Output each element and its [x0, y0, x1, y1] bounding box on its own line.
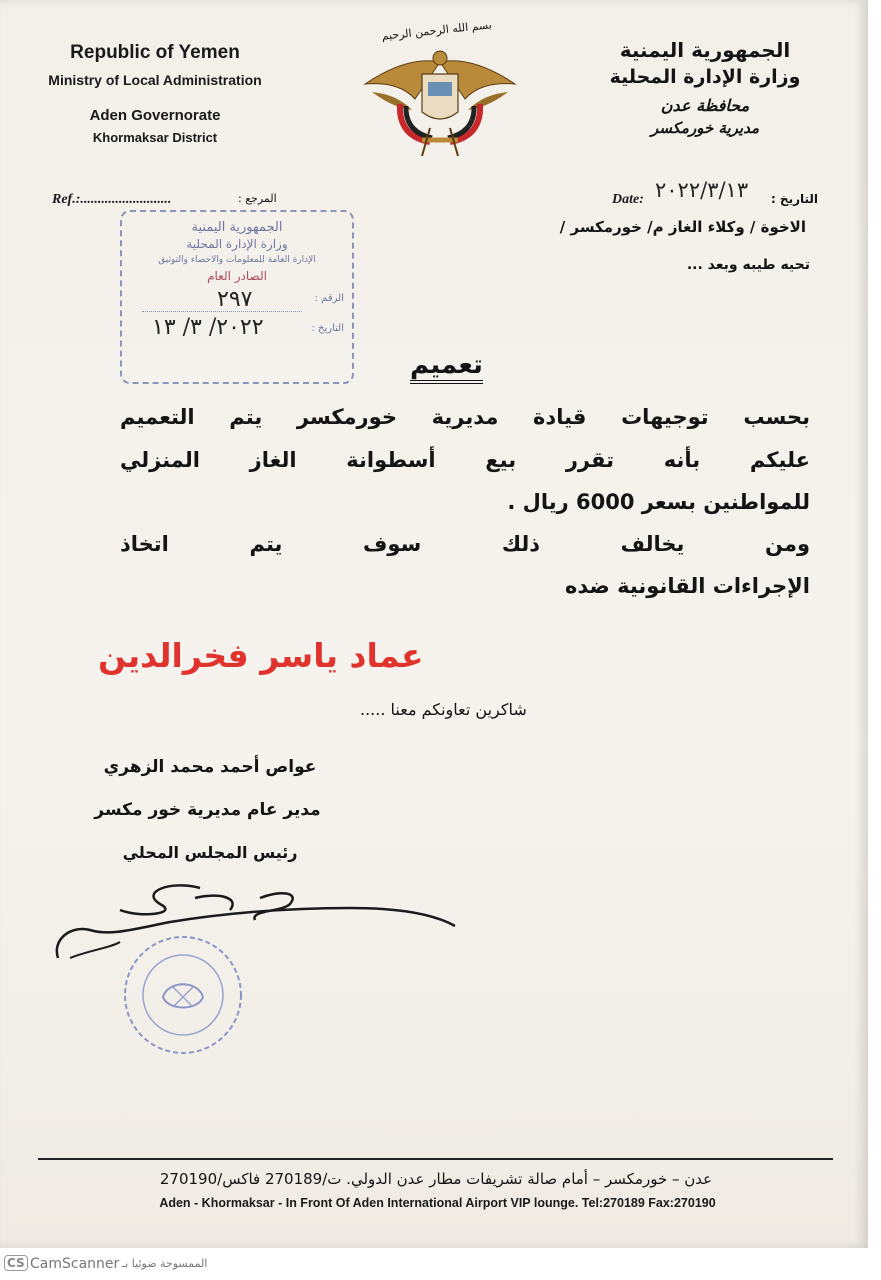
district-ar: مديرية خورمكسر: [650, 119, 760, 137]
body-line-3: للمواطنين بسعر 6000 ريال .: [507, 490, 810, 514]
footer-english: Aden - Khormaksar - In Front Of Aden International Airport VIP lounge. Tel:270189 Fax:270190: [159, 1196, 716, 1210]
body-line-4: ومن يخالف ذلك سوف يتم اتخاذ: [120, 532, 810, 556]
eagle-emblem-icon: [360, 44, 520, 159]
date-value: ٢٠٢٢/٣/١٣: [655, 178, 749, 202]
ministry-ar: وزارة الإدارة المحلية: [609, 66, 801, 88]
header-arabic: [600, 38, 810, 137]
footer-arabic: عدن – خورمكسر – أمام صالة تشريفات مطار عدن الدولي. ت/270189 فاكس/270190: [159, 1170, 713, 1188]
camscanner-label: CamScanner: [30, 1256, 120, 1272]
stamp-date-label: التاريخ :: [311, 323, 344, 334]
governorate-ar: محافظة عدن: [660, 96, 750, 115]
body-line-1: بحسب توجيهات قيادة مديرية خورمكسر يتم التعميم: [120, 405, 810, 429]
footer-divider: [38, 1158, 833, 1160]
district-en: Khormaksar District: [92, 130, 218, 145]
ministry-en: Ministry of Local Administration: [48, 72, 262, 88]
stamp-date: ٢٠٢٢/ ٣/ ١٣: [152, 315, 264, 340]
camscanner-label-ar: الممسوحة ضوئيا بـ: [122, 1257, 208, 1270]
stamp-number-label: الرقم :: [314, 293, 344, 304]
signatory-title-1: مدير عام مديرية خور مكسر: [94, 800, 321, 820]
ref-label: Ref.:..........................: [52, 192, 172, 207]
stamp-line-3: الإدارة العامة للمعلومات والاحصاء والتوثيق: [158, 255, 316, 265]
scanner-watermark-bar: [0, 1250, 881, 1280]
addressee: الاخوة / وكلاء الغاز م/ خورمكسر /: [559, 218, 806, 236]
handwritten-signature: [50, 870, 470, 970]
date-label: Date:: [612, 192, 644, 207]
registry-stamp: [120, 210, 354, 384]
stamp-line-2: وزارة الإدارة المحلية: [186, 237, 288, 251]
thanks-line: شاكرين تعاونكم معنا .....: [360, 700, 527, 719]
country-en: Republic of Yemen: [70, 42, 240, 63]
stamp-number: ٢٩٧: [217, 287, 253, 312]
governorate-en: Aden Governorate: [89, 107, 221, 124]
body-line-5: الإجراءات القانونية ضده: [564, 574, 810, 598]
stamp-line-4: الصادر العام: [207, 269, 267, 283]
signatory-name: عواص أحمد محمد الزهري: [103, 757, 317, 777]
date-label-ar: التاريخ :: [770, 192, 818, 206]
header-english: [30, 42, 280, 145]
official-seal-icon: [118, 925, 248, 1065]
camscanner-logo-icon: CS: [4, 1255, 28, 1271]
watermark-name: عماد ياسر فخرالدين: [98, 636, 424, 675]
stamp-line-1: الجمهورية اليمنية: [191, 220, 283, 235]
country-ar: الجمهورية اليمنية: [619, 38, 791, 62]
body-line-2: عليكم بأنه تقرر بيع أسطوانة الغاز المنزلي: [120, 448, 810, 472]
circular-title: تعميم: [410, 350, 483, 384]
signatory-title-2: رئيس المجلس المحلي: [122, 843, 298, 862]
greeting: تحيه طيبه وبعد ...: [686, 257, 810, 273]
basmala: بسم الله الرحمن الرحيم: [381, 18, 493, 43]
ref-label-ar: المرجع :: [238, 192, 277, 205]
emblem: [360, 18, 520, 157]
